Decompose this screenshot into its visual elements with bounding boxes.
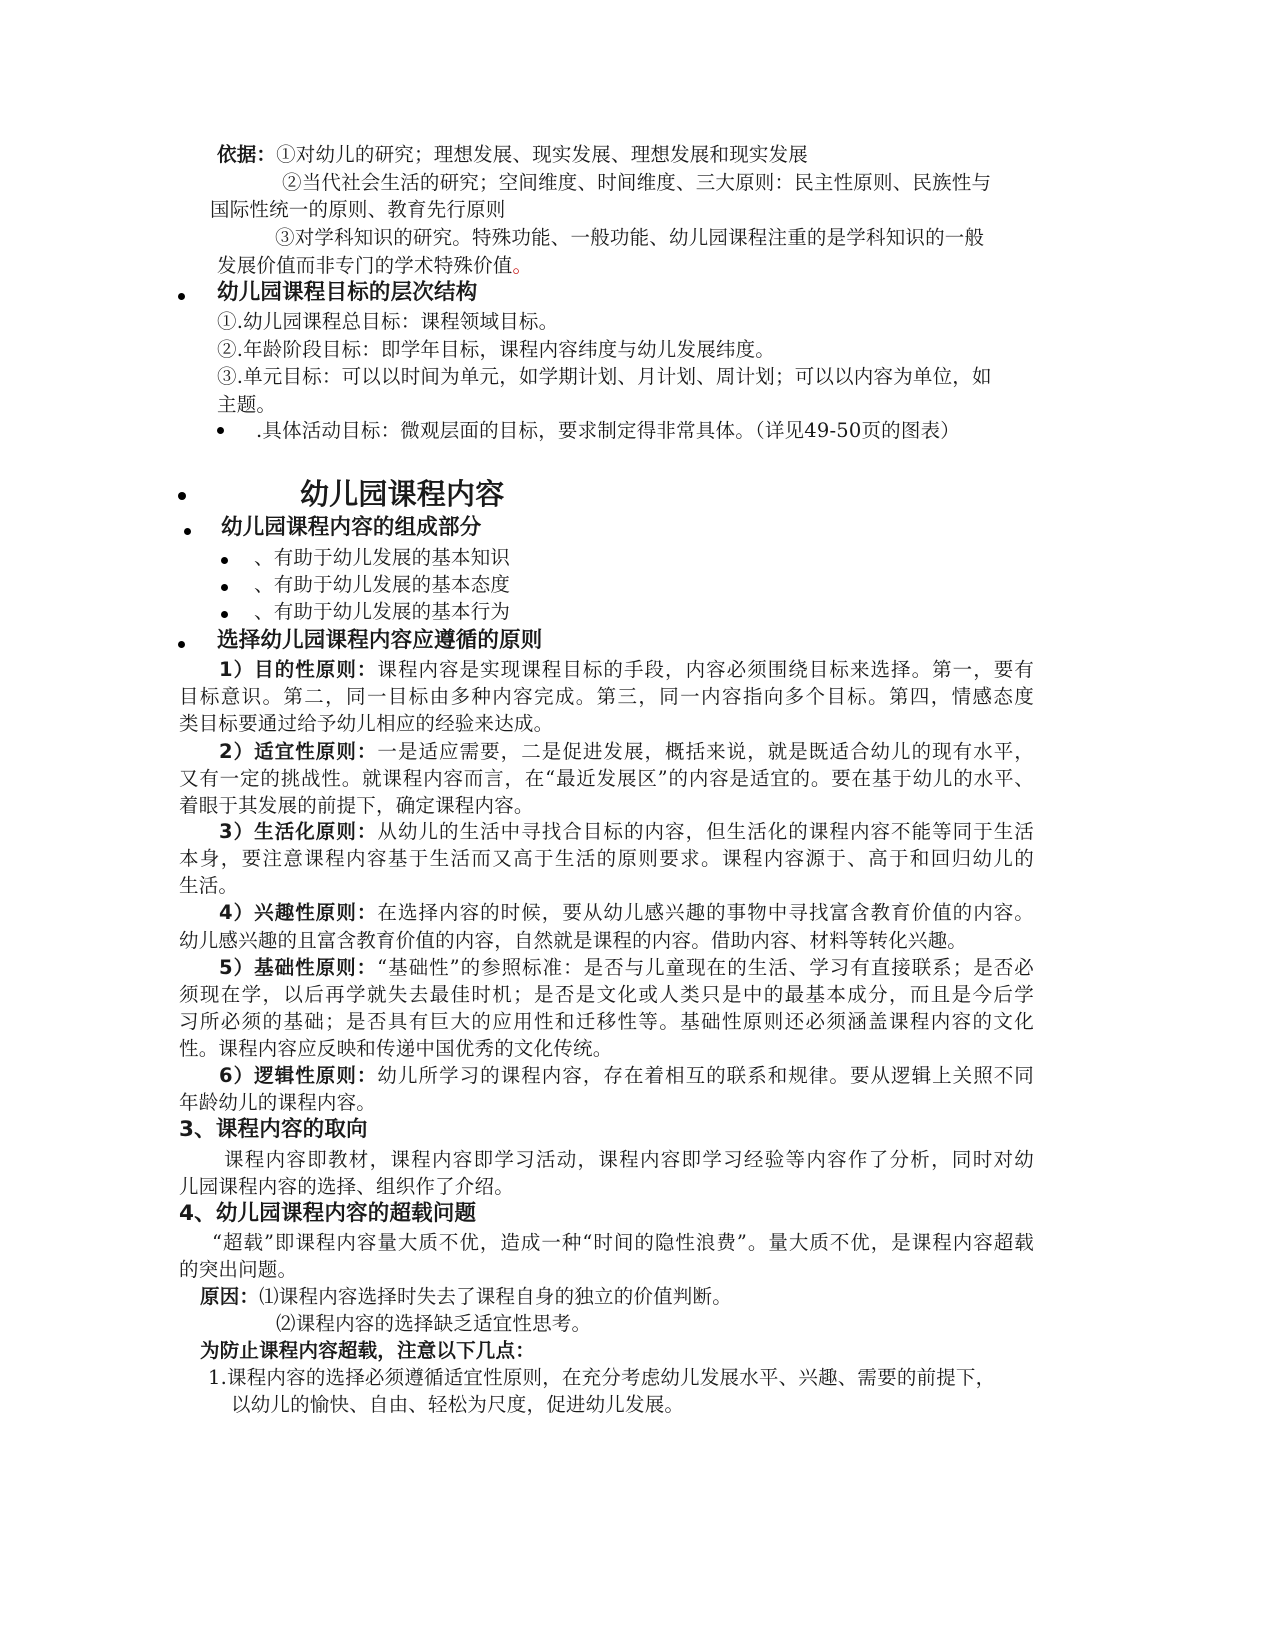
bullet-icon [217,427,224,434]
principle-1-line-2: 目标意识。第二，同一目标由多种内容完成。第三，同一内容指向多个目标。第四，情感态度 [179,685,1034,708]
principle-3-text-1: 从幼儿的生活中寻找合目标的内容，但生活化的课程内容不能等同于生活 [377,820,1034,843]
components-heading: 幼儿园课程内容的组成部分 [221,515,482,540]
principle-4-line-2: 幼儿感兴趣的且富含教育价值的内容，自然就是课程的内容。借助内容、材料等转化兴趣。 [179,929,968,952]
bullet-icon [184,528,191,535]
principle-1-line-1 [219,656,1034,684]
goals-item-3b: 主题。 [217,393,277,416]
basis-line-3: 国际性统一的原则、教育先行原则 [210,198,506,221]
orientation-line-1: 课程内容即教材，课程内容即学习活动，课程内容即学习经验等内容作了分析，同时对幼 [224,1148,1034,1171]
prevent-item-1-line-2: 以幼儿的愉快、自由、轻松为尺度，促进幼儿发展。 [231,1393,685,1416]
basis-label: 依据： [217,143,277,166]
principle-5-text-1: “基础性”的参照标准：是否与儿童现在的生活、学习有直接联系；是否必 [377,956,1034,979]
principle-2-line-1 [219,738,1034,766]
bullet-icon [221,557,228,564]
principle-2-line-3: 着眼于其发展的前提下，确定课程内容。 [179,794,534,817]
principle-1-label: 1）目的性原则： [219,658,378,681]
principle-3-line-3: 生活。 [179,874,239,897]
goals-item-3a: ③.单元目标：可以以时间为单元，如学期计划、月计划、周计划；可以以内容为单位，如 [217,365,992,388]
principle-5-line-2: 须现在学，以后再学就失去最佳时机；是否是文化或人类只是中的最基本成分，而且是今后学 [179,983,1034,1006]
component-item: 、有助于幼儿发展的基本态度 [254,573,511,596]
reason-text-1: ⑴课程内容选择时失去了课程自身的独立的价值判断。 [259,1285,732,1308]
overload-line-1: “超载”即课程内容量大质不优，造成一种“时间的隐性浪费”。量大质不优，是课程内容超载 [212,1231,1034,1254]
prevent-item-1-text: 课程内容的选择必须遵循适宜性原则，在充分考虑幼儿发展水平、兴趣、需要的前提下， [227,1366,996,1389]
basis-line-2: ②当代社会生活的研究；空间维度、时间维度、三大原则：民主性原则、民族性与 [282,171,992,194]
basis-text-5-end: 。 [512,254,533,277]
reason-label: 原因： [200,1285,260,1308]
content-title: 幼儿园课程内容 [300,477,505,511]
bullet-icon [221,584,228,591]
overload-reason-1 [200,1283,732,1311]
principles-heading: 选择幼儿园课程内容应遵循的原则 [217,628,543,653]
overload-reason-2: ⑵课程内容的选择缺乏适宜性思考。 [276,1312,592,1335]
basis-line-5 [217,252,532,280]
bullet-icon [221,611,228,618]
principle-5-label: 5）基础性原则： [219,956,378,979]
orientation-line-2: 儿园课程内容的选择、组织作了介绍。 [179,1175,514,1198]
principle-1-text-1: 课程内容是实现课程目标的手段，内容必须围绕目标来选择。第一，要有 [377,658,1034,681]
principle-5-line-1 [219,954,1034,982]
principle-1-line-3: 类目标要通过给予幼儿相应的经验来达成。 [179,712,554,735]
goals-item-4: .具体活动目标：微观层面的目标，要求制定得非常具体。（详见49-50页的图表） [256,419,960,442]
component-item: 、有助于幼儿发展的基本行为 [254,600,511,623]
principle-4-line-1 [219,899,1034,927]
goals-heading: 幼儿园课程目标的层次结构 [217,280,478,305]
bullet-icon [178,293,185,300]
principle-4-label: 4）兴趣性原则： [219,901,378,924]
principle-3-line-2: 本身，要注意课程内容基于生活而又高于生活的原则要求。课程内容源于、高于和回归幼儿的 [179,847,1034,870]
overload-heading: 4、幼儿园课程内容的超载问题 [179,1201,477,1226]
principle-3-line-1 [219,818,1034,846]
principle-2-text-1: 一是适应需要，二是促进发展，概括来说，就是既适合幼儿的现有水平， [377,740,1034,763]
basis-text-1: ①对幼儿的研究；理想发展、现实发展、理想发展和现实发展 [276,143,809,166]
bullet-icon [178,492,186,500]
principle-5-line-4: 性。课程内容应反映和传递中国优秀的文化传统。 [179,1037,613,1060]
prevent-item-1-number: 1. [208,1366,228,1389]
principle-6-label: 6）逻辑性原则： [219,1064,378,1087]
goals-item-1: ①.幼儿园课程总目标：课程领域目标。 [217,310,559,333]
orientation-heading: 3、课程内容的取向 [179,1117,368,1142]
principle-3-label: 3）生活化原则： [219,820,378,843]
basis-line-4: ③对学科知识的研究。特殊功能、一般功能、幼儿园课程注重的是学科知识的一般 [275,226,985,249]
principle-6-line-1 [219,1062,1034,1090]
principle-6-line-2: 年龄幼儿的课程内容。 [179,1091,377,1114]
goals-item-2: ②.年龄阶段目标：即学年目标，课程内容纬度与幼儿发展纬度。 [217,338,775,361]
principle-6-text-1: 幼儿所学习的课程内容，存在着相互的联系和规律。要从逻辑上关照不同 [377,1064,1034,1087]
basis-text-5: 发展价值而非专门的学术特殊价值 [217,254,513,277]
basis-line-1 [217,141,808,169]
principle-2-line-2: 又有一定的挑战性。就课程内容而言，在“最近发展区”的内容是适宜的。要在基于幼儿的水平、 [179,767,1034,790]
prevent-item-1-line-1 [208,1364,995,1392]
prevent-heading: 为防止课程内容超载，注意以下几点： [200,1339,535,1362]
overload-line-2: 的突出问题。 [179,1258,298,1281]
component-item: 、有助于幼儿发展的基本知识 [254,546,511,569]
principle-2-label: 2）适宜性原则： [219,740,378,763]
bullet-icon [178,641,185,648]
principle-5-line-3: 习所必须的基础；是否具有巨大的应用性和迁移性等。基础性原则还必须涵盖课程内容的文化 [179,1010,1034,1033]
principle-4-text-1: 在选择内容的时候，要从幼儿感兴趣的事物中寻找富含教育价值的内容。 [377,901,1034,924]
